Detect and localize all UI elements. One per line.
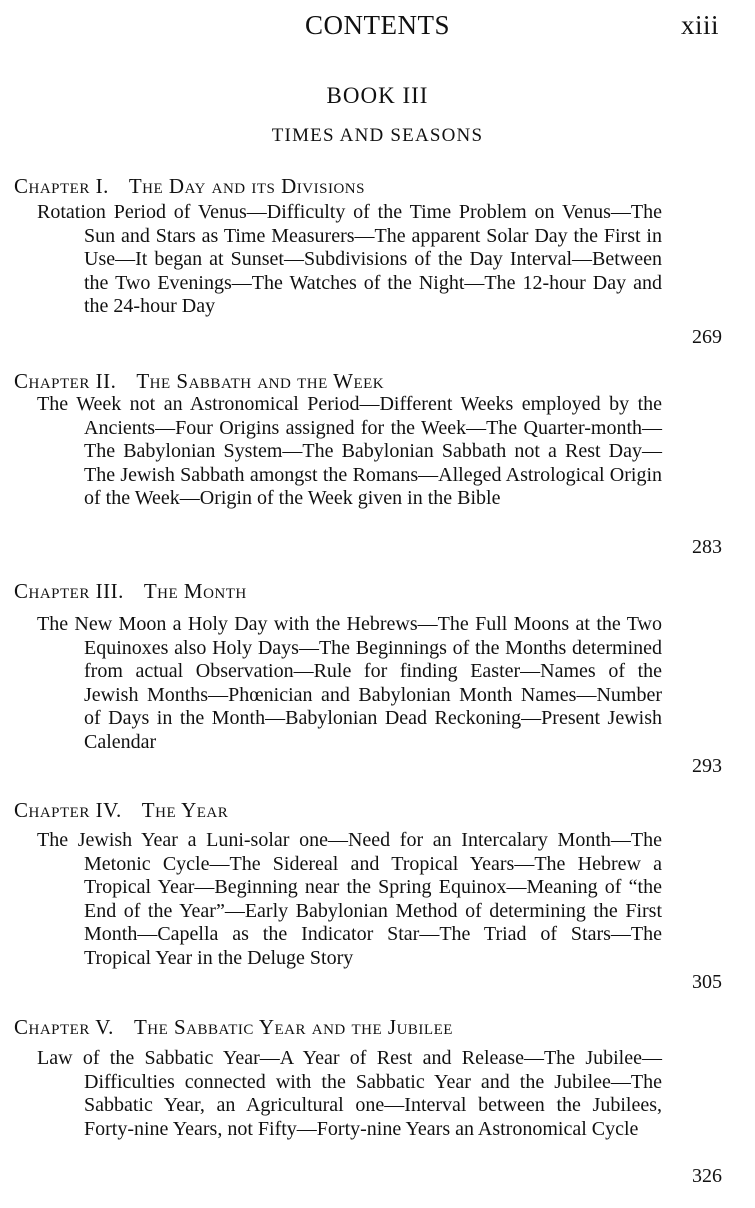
chapter-summary bbox=[37, 393, 662, 511]
chapter-number: Chapter V. bbox=[14, 1015, 114, 1039]
chapter-title: The Year bbox=[141, 798, 229, 822]
chapter-number: Chapter III. bbox=[14, 579, 124, 603]
chapter-title: The Sabbath and the Week bbox=[136, 369, 385, 393]
chapter-number: Chapter II. bbox=[14, 369, 117, 393]
chapter-page-number: 283 bbox=[692, 536, 722, 558]
chapter-summary-text: Rotation Period of Venus—Difficulty of the Time Problem on Venus—The Sun and Stars as Time Measurers—The apparent Solar Day the First in Use—It began at Sunset—Subdivisions of the Day Interval—Between the Two Evenings—The Watches of the Night—The 12-hour Day and the 24-hour Day bbox=[37, 201, 662, 318]
book-title: BOOK III bbox=[326, 83, 429, 108]
chapter-summary-text: The Jewish Year a Luni-solar one—Need for an Intercalary Month—The Metonic Cycle—The Sidereal and Tropical Years—The Hebrew a Tropical Year—Beginning near the Spring Equinox—Meaning of “the End of the Year”—Early Babylonian Method of determining the First Month—Capella as the Indicator Star—The Triad of Stars—The Tropical Year in the Deluge Story bbox=[37, 829, 662, 969]
chapter-summary bbox=[37, 829, 662, 971]
chapter-number: Chapter I. bbox=[14, 174, 109, 198]
chapter-heading bbox=[14, 578, 247, 604]
chapter-page-number: 305 bbox=[692, 971, 722, 993]
chapter-heading bbox=[14, 797, 228, 823]
chapter-title: The Month bbox=[143, 579, 247, 603]
chapter-number: Chapter IV. bbox=[14, 798, 122, 822]
chapter-page-number: 269 bbox=[692, 326, 722, 348]
running-head bbox=[0, 8, 755, 42]
chapter-summary-text: The New Moon a Holy Day with the Hebrews—The Full Moons at the Two Equinoxes also Holy Days—The Beginnings of the Months determined from actual Observation—Rule for finding Easter—Names of the Jewish Months—Phœnician and Babylonian Month Names—Number of Days in the Month—Babylonian Dead Reckoning—Present Jewish Calendar bbox=[37, 613, 662, 753]
book-subtitle: TIMES AND SEASONS bbox=[271, 125, 484, 146]
running-head-title: CONTENTS bbox=[305, 10, 450, 40]
chapter-heading bbox=[14, 173, 365, 199]
chapter-summary bbox=[37, 1047, 662, 1141]
chapter-summary-text: The Week not an Astronomical Period—Different Weeks employed by the Ancients—Four Origins assigned for the Week—The Quarter-month—The Babylonian System—The Babylonian Sabbath not a Rest Day—The Jewish Sabbath amongst the Romans—Alleged Astrological Origin of the Week—Origin of the Week given in the Bible bbox=[37, 393, 662, 510]
chapter-page-number: 293 bbox=[692, 755, 722, 777]
chapter-summary bbox=[37, 201, 662, 319]
chapter-page-number: 326 bbox=[692, 1165, 722, 1187]
chapter-summary bbox=[37, 613, 662, 755]
chapter-heading bbox=[14, 368, 384, 394]
chapter-summary-text: Law of the Sabbatic Year—A Year of Rest and Release—The Jubilee—Difficulties connected with the Sabbatic Year and the Jubilee—The Sabbatic Year, an Agricultural one—Interval between the Jubilees, Forty-nine Years, not Fifty—Forty-nine Years an Astronomical Cycle bbox=[37, 1047, 662, 1140]
page-folio: xiii bbox=[680, 10, 719, 40]
chapter-title: The Sabbatic Year and the Jubilee bbox=[133, 1015, 453, 1039]
chapter-heading bbox=[14, 1014, 453, 1040]
chapter-title: The Day and its Divisions bbox=[128, 174, 365, 198]
